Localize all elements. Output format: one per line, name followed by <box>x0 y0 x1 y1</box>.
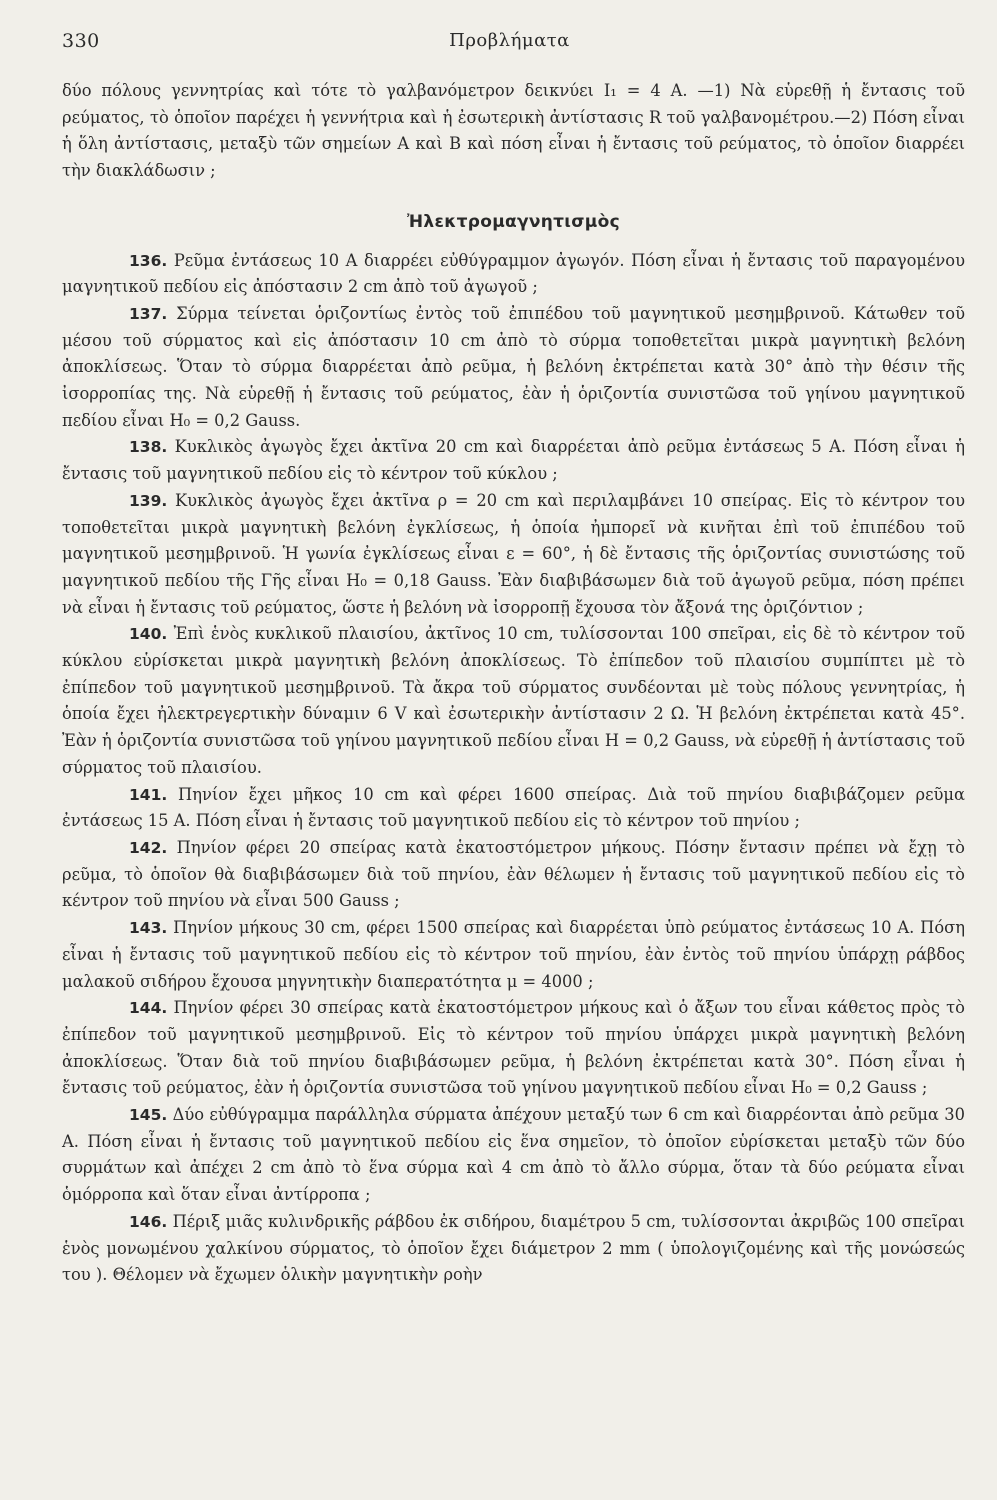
problem-text: Ἐπὶ ἑνὸς κυκλικοῦ πλαισίου, ἀκτῖνος 10 cm, τυλίσσονται 100 σπεῖραι, εἰς δὲ τὸ κέντρον τοῦ κύκλου εὑρίσκεται μικρὰ μαγνητικὴ βελόνη ἀποκλίσεως. Τὸ ἐπίπεδον τοῦ πλαισίου συμπίπτει μὲ τὸ ἐπίπεδον τοῦ μαγνητικοῦ μεσημβρινοῦ. Τὰ ἄκρα τοῦ σύρματος συνδέονται μὲ τοὺς πόλους γεννητρίας, ἡ ὁποία ἔχει ἠλεκτρεγερτικὴν δύναμιν 6 V καὶ ἐσωτερικὴν ἀντίστασιν 2 Ω. Ἡ βελόνη ἐκτρέπεται κατὰ 45°. Ἐὰν ἡ ὁριζοντία συνιστῶσα τοῦ γηίνου μαγνητικοῦ πεδίου εἶναι H = 0,2 Gauss, νὰ εὑρεθῇ ἡ ἀντίστασις τοῦ σύρματος τοῦ πλαισίου. <box>62 624 965 777</box>
intro-paragraph: δύο πόλους γεννητρίας καὶ τότε τὸ γαλβανόμετρον δεικνύει I₁ = 4 A. —1) Νὰ εὑρεθῇ ἡ ἔντασις τοῦ ρεύματος, τὸ ὁποῖον παρέχει ἡ γεννήτρια καὶ ἡ ἐσωτερικὴ ἀντίστασις R τοῦ γαλβανομέτρου.—2) Πόση εἶναι ἡ ὅλη ἀντίστασις, μεταξὺ τῶν σημείων A καὶ B καὶ πόση εἶναι ἡ ἔντασις τοῦ ρεύματος, τὸ ὁποῖον διαρρέει τὴν διακλάδωσιν ; <box>62 81 965 181</box>
page-body <box>62 78 965 1289</box>
problem-text: Πηνίον μήκους 30 cm, φέρει 1500 σπείρας καὶ διαρρέεται ὑπὸ ρεύματος ἐντάσεως 10 A. Πόση εἶναι ἡ ἔντασις τοῦ μαγνητικοῦ πεδίου εἰς τὸ κέντρον τοῦ πηνίου, ἐὰν ἐντὸς τοῦ πηνίου ὑπάρχῃ ράβδος μαλακοῦ σιδήρου ἔχουσα μηγνητικὴν διαπερατότητα μ = 4000 ; <box>62 918 965 991</box>
problem-text: Σύρμα τείνεται ὁριζοντίως ἐντὸς τοῦ ἐπιπέδου τοῦ μαγνητικοῦ μεσημβρινοῦ. Κάτωθεν τοῦ μέσου τοῦ σύρματος καὶ εἰς ἀπόστασιν 10 cm ἀπὸ τὸ σύρμα τοποθετεῖται μικρὰ μαγνητικὴ βελόνη ἀποκλίσεως. Ὅταν τὸ σύρμα διαρρέεται ἀπὸ ρεῦμα, ἡ βελόνη ἐκτρέπεται κατὰ 30° ἀπὸ τὴν θέσιν τῆς ἰσορροπίας της. Νὰ εὑρεθῇ ἡ ἔντασις τοῦ ρεύματος, ἐὰν ἡ ὁριζοντία συνιστῶσα τοῦ γηίνου μαγνητικοῦ πεδίου εἶναι H₀ = 0,2 Gauss. <box>62 303 965 430</box>
problem-number: 139. <box>129 491 168 510</box>
problem-text: Κυκλικὸς ἀγωγὸς ἔχει ἀκτῖνα 20 cm καὶ διαρρέεται ἀπὸ ρεῦμα ἐντάσεως 5 A. Πόση εἶναι ἡ ἔντασις τοῦ μαγνητικοῦ πεδίου εἰς τὸ κέντρον τοῦ κύκλου ; <box>62 437 965 484</box>
problem-number: 138. <box>129 438 168 457</box>
problem-139 <box>62 488 965 622</box>
problem-146 <box>62 1209 965 1289</box>
problem-text: Πέριξ μιᾶς κυλινδρικῆς ράβδου ἐκ σιδήρου, διαμέτρου 5 cm, τυλίσσονται ἀκριβῶς 100 σπεῖραι ἑνὸς μονωμένου χαλκίνου σύρματος, τὸ ὁποῖον ἔχει διάμετρον 2 mm ( ὑπολογιζομένης καὶ τῆς μονώσεώς του ). Θέλομεν νὰ ἔχωμεν ὁλικὴν μαγνητικὴν ροὴν <box>62 1211 965 1285</box>
problem-number: 145. <box>129 1106 168 1125</box>
problem-137 <box>62 301 965 435</box>
problem-number: 143. <box>129 919 168 938</box>
problem-138 <box>62 434 965 487</box>
problem-number: 136. <box>129 251 168 270</box>
problem-136 <box>62 248 965 301</box>
problem-number: 140. <box>129 625 168 644</box>
problem-text: Πηνίον φέρει 30 σπείρας κατὰ ἑκατοστόμετρον μήκους καὶ ὁ ἄξων του εἶναι κάθετος πρὸς τὸ ἐπίπεδον τοῦ μαγνητικοῦ μεσημβρινοῦ. Εἰς τὸ κέντρον τοῦ πηνίου ὑπάρχει μικρὰ μαγνητικὴ βελόνη ἀποκλίσεως. Ὅταν διὰ τοῦ πηνίου διαβιβάσωμεν ρεῦμα, ἡ βελόνη ἐκτρέπεται κατὰ 30°. Πόση εἶναι ἡ ἔντασις τοῦ ρεύματος, ἐὰν ἡ ὁριζοντία συνιστῶσα τοῦ γηίνου μαγνητικοῦ πεδίου εἶναι H₀ = 0,2 Gauss ; <box>62 998 965 1098</box>
problem-145 <box>62 1102 965 1209</box>
section-heading: Ἠλεκτρομαγνητισμὸς <box>407 211 620 232</box>
problem-143 <box>62 915 965 995</box>
page-header <box>62 30 957 56</box>
problem-text: Ρεῦμα ἐντάσεως 10 A διαρρέει εὐθύγραμμον ἀγωγόν. Πόση εἶναι ἡ ἔντασις τοῦ παραγομένου μαγνητικοῦ πεδίου εἰς ἀπόστασιν 2 cm ἀπὸ τοῦ ἀγωγοῦ ; <box>62 250 965 297</box>
problem-number: 141. <box>129 785 168 804</box>
problem-140 <box>62 621 965 781</box>
problem-number: 146. <box>129 1212 168 1231</box>
problem-number: 142. <box>129 838 168 857</box>
problem-text: Κυκλικὸς ἀγωγὸς ἔχει ἀκτῖνα ρ = 20 cm καὶ περιλαμβάνει 10 σπείρας. Εἰς τὸ κέντρον του τοποθετεῖται μικρὰ μαγνητικὴ βελόνη ἐγκλίσεως, ἡ ὁποία ἠμπορεῖ νὰ κινῆται ἐπὶ τοῦ ἐπιπέδου τοῦ μαγνητικοῦ μεσημβρινοῦ. Ἡ γωνία ἐγκλίσεως εἶναι ε = 60°, ἡ δὲ ἔντασις τῆς ὁριζοντίας συνιστώσης τοῦ μαγνητικοῦ πεδίου τῆς Γῆς εἶναι H₀ = 0,18 Gauss. Ἐὰν διαβιβάσωμεν διὰ τοῦ ἀγωγοῦ ρεῦμα, πόση πρέπει νὰ εἶναι ἡ ἔντασις τοῦ ρεύματος, ὥστε ἡ βελόνη νὰ ἰσορροπῇ ἔχουσα τὸν ἄξονά της ὁριζόντιον ; <box>62 490 965 617</box>
page-number: 330 <box>62 30 100 52</box>
problem-144 <box>62 995 965 1102</box>
problem-text: Πηνίον ἔχει μῆκος 10 cm καὶ φέρει 1600 σπείρας. Διὰ τοῦ πηνίου διαβιβάζομεν ρεῦμα ἐντάσεως 15 A. Πόση εἶναι ἡ ἔντασις τοῦ μαγνητικοῦ πεδίου εἰς τὸ κέντρον τοῦ πηνίου ; <box>62 784 965 831</box>
running-title: Προβλήματα <box>449 30 570 51</box>
problem-141 <box>62 782 965 835</box>
problem-text: Πηνίον φέρει 20 σπείρας κατὰ ἑκατοστόμετρον μήκους. Πόσην ἔντασιν πρέπει νὰ ἔχῃ τὸ ρεῦμα, τὸ ὁποῖον θὰ διαβιβάσωμεν διὰ τοῦ πηνίου, ἐὰν θέλωμεν ἡ ἔντασις τοῦ μαγνητικοῦ πεδίου εἰς τὸ κέντρον τοῦ πηνίου νὰ εἶναι 500 Gauss ; <box>62 837 965 911</box>
problem-text: Δύο εὐθύγραμμα παράλληλα σύρματα ἀπέχουν μεταξύ των 6 cm καὶ διαρρέονται ἀπὸ ρεῦμα 30 A. Πόση εἶναι ἡ ἔντασις τοῦ μαγνητικοῦ πεδίου εἰς ἕνα σημεῖον, τὸ ὁποῖον εὑρίσκεται μεταξὺ τῶν δύο συρμάτων καὶ ἀπέχει 2 cm ἀπὸ τὸ ἕνα σύρμα καὶ 4 cm ἀπὸ τὸ ἄλλο σύρμα, ὅταν τὰ δύο ρεύματα εἶναι ὁμόρροπα καὶ ὅταν εἶναι ἀντίρροπα ; <box>62 1105 965 1205</box>
problem-number: 144. <box>129 999 168 1018</box>
problem-number: 137. <box>129 304 168 323</box>
problem-142 <box>62 835 965 915</box>
